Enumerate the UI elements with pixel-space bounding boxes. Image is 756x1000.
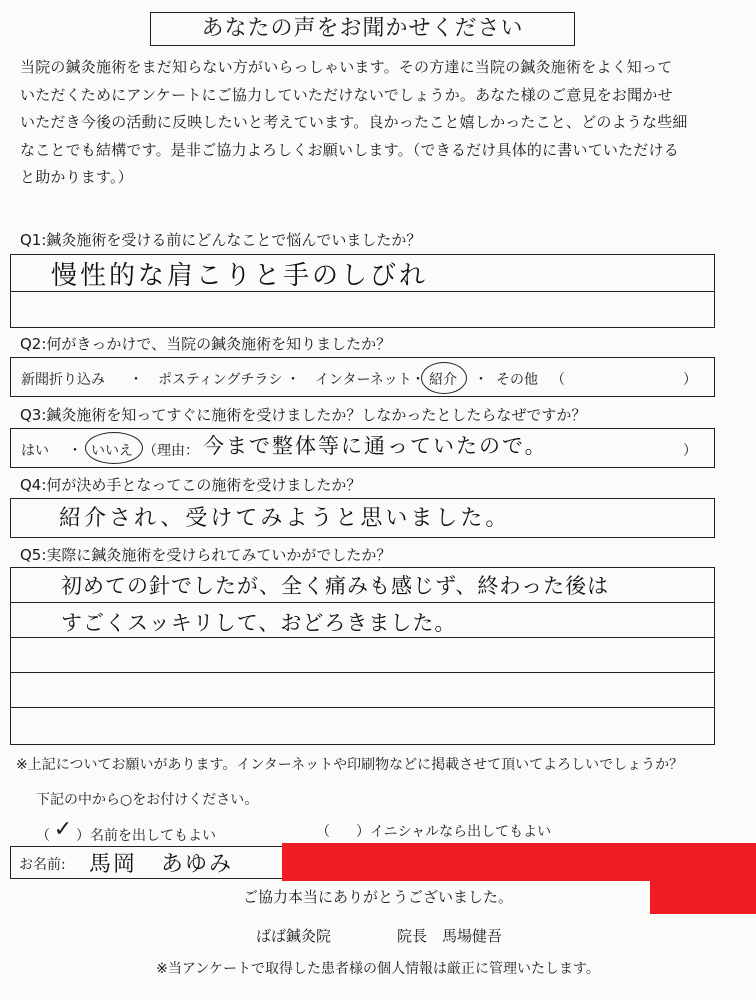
q2-option-referral[interactable]: 紹介 — [429, 372, 457, 388]
clinic-name: ばば鍼灸院 — [256, 927, 332, 945]
answer-rule — [11, 637, 714, 638]
consent-option-initial[interactable] — [316, 821, 551, 841]
q3-selected-circle — [85, 432, 143, 464]
q3-reason: 今まで整体等に通っていたので。 — [203, 434, 548, 458]
intro-paragraph — [20, 54, 732, 192]
consent-instruction: 下記の中から○をお付けください。 — [36, 792, 259, 808]
q4-answer: 紹介され、受けてみようと思いました。 — [59, 506, 511, 531]
q2-separator: ・ — [411, 372, 425, 388]
answer-rule — [11, 672, 714, 673]
q3-reason-label: （理由： — [143, 443, 199, 459]
consent-option-name[interactable] — [36, 817, 216, 846]
q4-answer-box — [10, 498, 715, 538]
paren-open: （ — [36, 828, 50, 844]
consent-option-name-label: 名前を出してもよい — [90, 828, 216, 844]
name-label: お名前: — [19, 857, 66, 873]
q3-option-no[interactable]: いいえ — [91, 443, 133, 459]
intro-line: と助かります。） — [20, 168, 133, 186]
q1-label: Q1:鍼灸施術を受ける前にどんなことで悩んでいましたか？ — [20, 231, 422, 249]
q5-label: Q5:実際に鍼灸施術を受けられてみていかがでしたか？ — [20, 546, 392, 564]
page-title: あなたの声をお聞かせください — [150, 12, 575, 46]
thanks-message: ご協力本当にありがとうございました。 — [242, 888, 513, 906]
q2-option-posting-flyer[interactable]: ポスティングチラシ — [158, 372, 283, 388]
q2-separator: ・ — [474, 372, 488, 388]
answer-rule — [11, 602, 714, 603]
director-name: 院長 馬場健吾 — [397, 927, 503, 945]
intro-line: いただき今後の活動に反映したいと考えています。良かったこと嬉しかったこと、どのような些細 — [20, 113, 688, 131]
q2-option-other[interactable]: その他 — [496, 372, 538, 388]
q3-option-yes[interactable]: はい — [21, 443, 49, 459]
q2-other-paren-close: ） — [683, 372, 697, 388]
q2-separator: ・ — [129, 372, 143, 388]
intro-line: なことでも結構です。是非ご協力よろしくお願いします。（できるだけ具体的に書いていただける — [20, 140, 679, 159]
intro-line: 当院の鍼灸施術をまだ知らない方がいらっしゃいます。その方達に当院の鍼灸施術をよく知って — [20, 58, 673, 76]
consent-request: ※上記についてお願いがあります。インターネットや印刷物などに掲載させて頂いてよろしいでしょうか？ — [16, 757, 684, 773]
paren-close: ） — [76, 828, 90, 844]
q2-separator: ・ — [286, 372, 300, 388]
q2-option-internet[interactable]: インターネット — [315, 372, 412, 388]
name-value: 馬岡 あゆみ — [89, 852, 234, 877]
q3-separator: ・ — [68, 443, 82, 459]
q2-label: Q2:何がきっかけで、当院の鍼灸施術を知りましたか？ — [20, 335, 392, 353]
q5-answer-line: 初めての針でしたが、全く痛みも感じず、終わった後は — [61, 574, 610, 598]
q3-label: Q3:鍼灸施術を知ってすぐに施術を受けましたか？しなかったとしたらなぜですか？ — [20, 406, 587, 424]
q2-option-newspaper[interactable]: 新聞折り込み — [21, 372, 105, 388]
q1-answer-box — [10, 254, 715, 328]
redaction-block — [282, 843, 756, 881]
privacy-note: ※当アンケートで取得した患者様の個人情報は厳正に管理いたします。 — [156, 961, 600, 977]
q4-label: Q4:何が決め手となってこの施術を受けましたか？ — [20, 476, 362, 494]
answer-rule — [11, 707, 714, 708]
q1-answer: 慢性的な肩こりと手のしびれ — [51, 261, 429, 291]
consent-option-initial-label: イニシャルなら出してもよい — [370, 824, 552, 840]
q2-selected-circle — [421, 362, 467, 394]
q2-other-paren-open: （ — [551, 372, 565, 388]
paren-close: ） — [356, 824, 370, 840]
check-icon: ✓ — [53, 817, 73, 842]
q2-options-box — [10, 357, 715, 397]
paren-open: （ — [316, 824, 330, 840]
intro-line: いただくためにアンケートにご協力していただけないでしょうか。あなた様のご意見をお聞かせ — [20, 85, 673, 104]
q5-answer-box — [10, 567, 715, 745]
q3-paren-close: ） — [683, 443, 697, 459]
q3-answer-box — [10, 428, 715, 468]
q5-answer-line: すごくスッキリして、おどろきました。 — [61, 611, 457, 635]
